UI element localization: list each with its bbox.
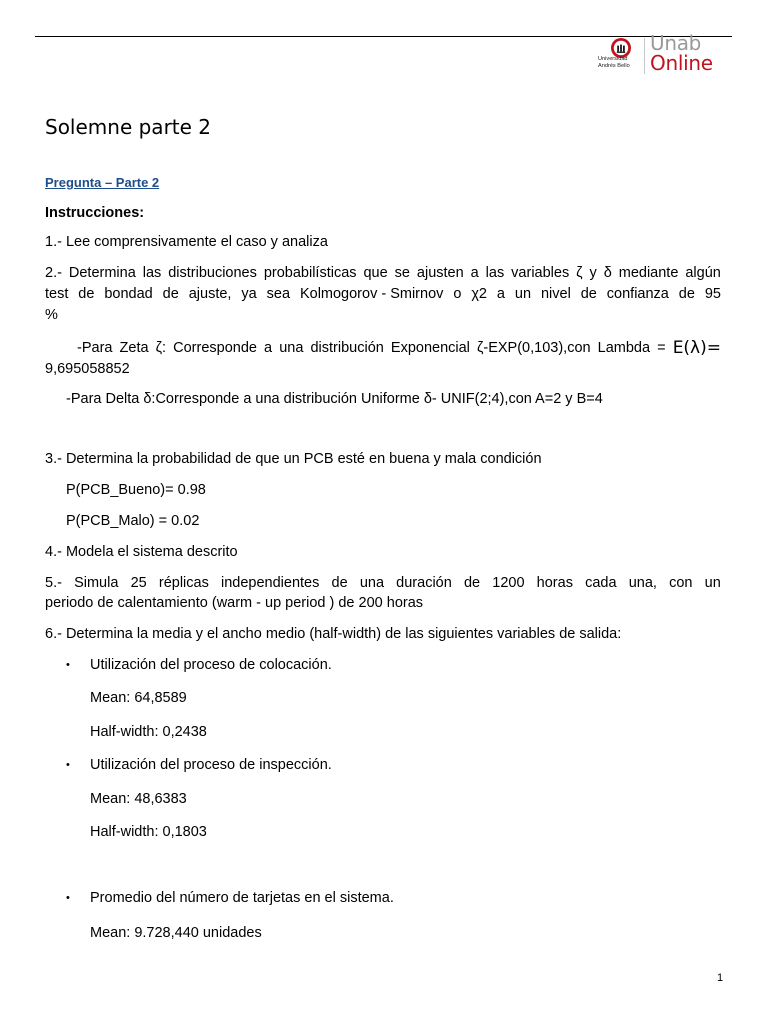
- instruction-1: 1.- Lee comprensivamente el caso y analiza: [45, 234, 328, 250]
- instruction-3: 3.- Determina la probabilidad de que un PCB esté en buena y mala condición: [45, 451, 542, 467]
- page-number: 1: [717, 972, 724, 984]
- instructions-heading: Instrucciones:: [45, 205, 145, 221]
- page-title: Solemne parte 2: [45, 115, 212, 139]
- instruction-6: 6.- Determina la media y el ancho medio (half-width) de las siguientes variables de salida:: [45, 626, 622, 642]
- instruction-4: 4.- Modela el sistema descrito: [45, 544, 238, 560]
- bullet-marker: •: [66, 759, 70, 771]
- delta-line: -Para Delta δ:Corresponde a una distribución Uniforme δ- UNIF(2;4),con A=2 y B=4: [66, 391, 603, 407]
- logo-university-name: Universidad Andrés Bello: [598, 56, 630, 69]
- instruction-5-line-1: 5.- Simula 25 réplicas independientes de una duración de 1200 horas cada una, con un: [45, 575, 721, 591]
- section-link[interactable]: Pregunta – Parte 2: [45, 175, 160, 190]
- bullet-2-halfwidth: Half-width: 0,1803: [90, 824, 207, 840]
- bullet-3-text: Promedio del número de tarjetas en el sistema.: [90, 890, 394, 906]
- logo-divider: [644, 38, 645, 74]
- instruction-2-line-2: test de bondad de ajuste, ya sea Kolmogorov - Smirnov o χ2 a un nivel de confianza de 95: [45, 286, 721, 302]
- instruction-2-line-1: 2.- Determina las distribuciones probabilísticas que se ajusten a las variables ζ y δ mediante algún: [45, 265, 721, 281]
- instruction-5-line-2: periodo de calentamiento (warm - up period ) de 200 horas: [45, 595, 424, 611]
- bullet-marker: •: [66, 892, 70, 904]
- logo-unab-text: Unab: [650, 31, 702, 55]
- bullet-1-text: Utilización del proceso de colocación.: [90, 657, 332, 673]
- instruction-2-line-3: %: [45, 307, 58, 323]
- bullet-3-mean: Mean: 9.728,440 unidades: [90, 925, 262, 941]
- bullet-marker: •: [66, 659, 70, 671]
- logo-online-text: Online: [650, 51, 713, 75]
- prob-bueno: P(PCB_Bueno)= 0.98: [66, 482, 206, 498]
- bullet-1-mean: Mean: 64,8589: [90, 690, 187, 706]
- unab-online-logo: [598, 31, 720, 78]
- zeta-line-2: 9,695058852: [45, 361, 130, 377]
- bullet-2-text: Utilización del proceso de inspección.: [90, 757, 332, 773]
- bullet-2-mean: Mean: 48,6383: [90, 791, 187, 807]
- bullet-1-halfwidth: Half-width: 0,2438: [90, 724, 207, 740]
- prob-malo: P(PCB_Malo) = 0.02: [66, 513, 200, 529]
- zeta-line-1: -Para Zeta ζ: Corresponde a una distribución Exponencial ζ-EXP(0,103),con Lambda = E(λ)=: [77, 338, 721, 358]
